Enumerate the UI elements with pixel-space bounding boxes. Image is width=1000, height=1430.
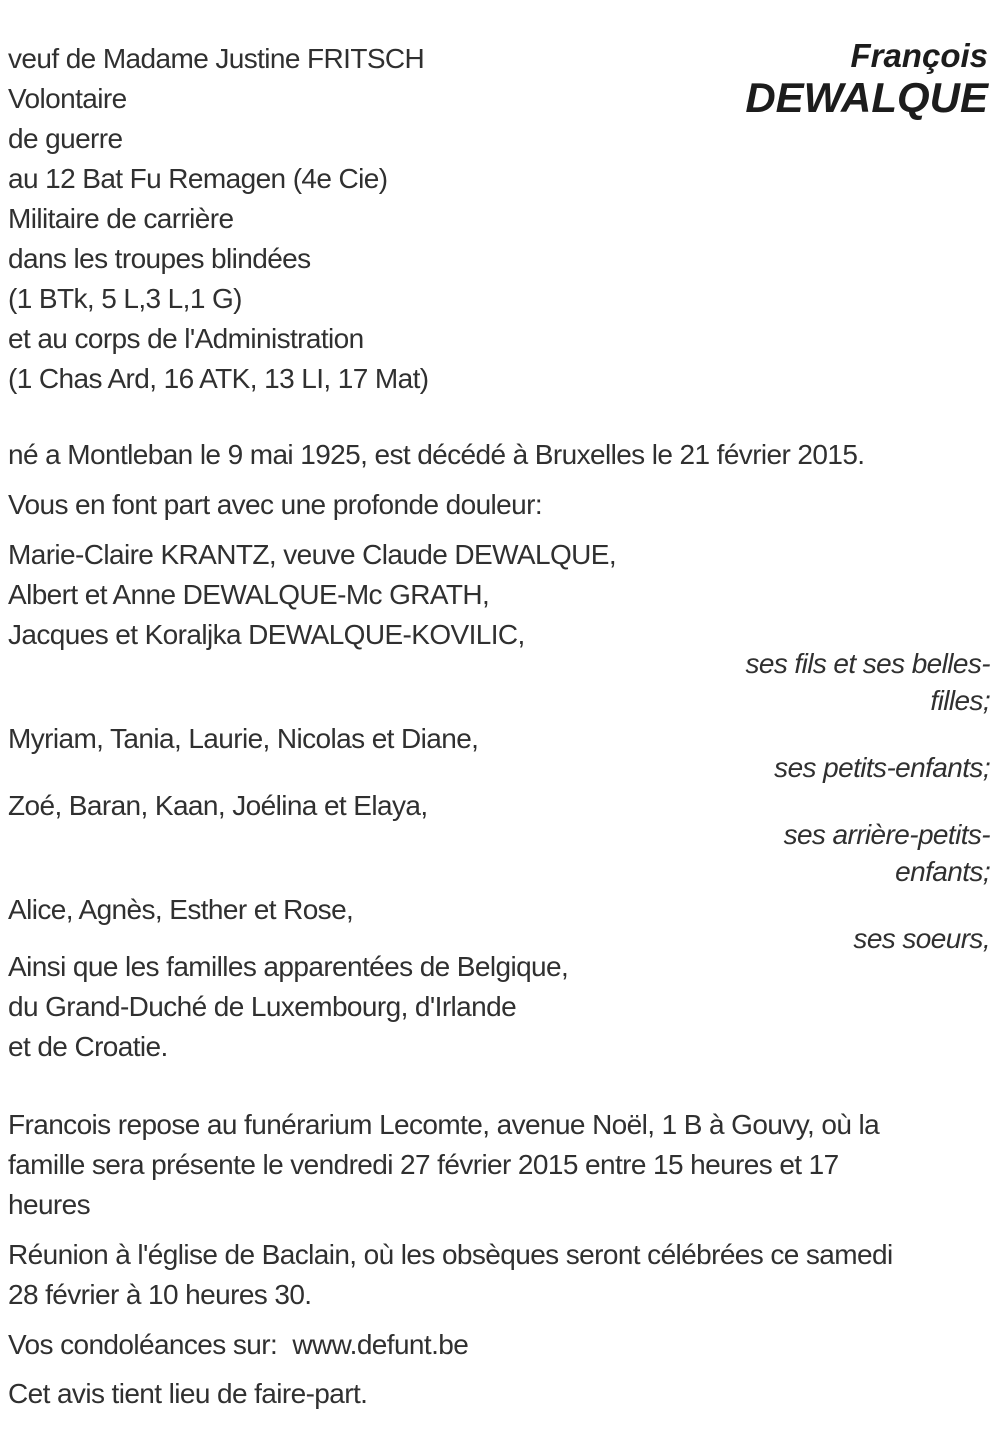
repose-line: famille sera présente le vendredi 27 février 2015 entre 15 heures et 17 [8, 1149, 839, 1180]
relation-label-line: filles; [930, 685, 990, 716]
service-paragraph [8, 1235, 990, 1315]
deceased-first-name: François [850, 37, 988, 74]
title-line: Volontaire [8, 83, 127, 114]
relation-label-line: ses fils et ses belles- [745, 648, 990, 679]
title-line: dans les troupes blindées [8, 243, 311, 274]
mourner-line: Zoé, Baran, Kaan, Joélina et Elaya, [8, 790, 428, 821]
relation-label-sons [8, 645, 990, 719]
extended-family-line: Ainsi que les familles apparentées de Belgique, [8, 951, 569, 982]
mourner-line: Alice, Agnès, Esther et Rose, [8, 894, 354, 925]
website-url: www.defunt.be [292, 1329, 469, 1360]
mourner-group-great-grandchildren [8, 786, 990, 890]
relation-label-line: ses petits-enfants; [774, 752, 990, 783]
condolences-line [8, 1325, 990, 1365]
mourner-line: Myriam, Tania, Laurie, Nicolas et Diane, [8, 723, 479, 754]
service-line: Réunion à l'église de Baclain, où les obsèques seront célébrées ce samedi [8, 1239, 893, 1270]
title-line: (1 BTk, 5 L,3 L,1 G) [8, 283, 242, 314]
relation-label-line: ses arrière-petits- [783, 819, 990, 850]
mourner-line: Marie-Claire KRANTZ, veuve Claude DEWALQUE, [8, 539, 617, 570]
birth-death-line: né a Montleban le 9 mai 1925, est décédé à Bruxelles le 21 février 2015. [8, 439, 865, 470]
title-line: (1 Chas Ard, 16 ATK, 13 LI, 17 Mat) [8, 363, 429, 394]
mourner-group-grandchildren [8, 719, 990, 786]
extended-family-line: du Grand-Duché de Luxembourg, d'Irlande [8, 991, 517, 1022]
deceased-name [745, 36, 988, 120]
relation-label-line: enfants; [895, 856, 990, 887]
notice-line: Cet avis tient lieu de faire-part. [8, 1378, 368, 1409]
family-section [8, 535, 990, 1067]
mourner-line: Albert et Anne DEWALQUE-Mc GRATH, [8, 579, 490, 610]
title-line: et au corps de l'Administration [8, 323, 364, 354]
condolences-label: Vos condoléances sur: [8, 1329, 278, 1360]
title-line: de guerre [8, 123, 123, 154]
relation-label-line: ses soeurs, [853, 923, 990, 954]
repose-line: heures [8, 1189, 91, 1220]
repose-line: Francois repose au funérarium Lecomte, avenue Noël, 1 B à Gouvy, où la [8, 1109, 880, 1140]
repose-paragraph [8, 1105, 990, 1225]
title-line: au 12 Bat Fu Remagen (4e Cie) [8, 163, 388, 194]
relation-label-great-grandchildren [8, 816, 990, 890]
extended-family-line: et de Croatie. [8, 1031, 168, 1062]
extended-family-block [8, 947, 990, 1067]
title-line: veuf de Madame Justine FRITSCH [8, 43, 425, 74]
deceased-last-name: DEWALQUE [745, 74, 988, 121]
mourner-group-sons [8, 535, 990, 719]
mourner-line: Jacques et Koraljka DEWALQUE-KOVILIC, [8, 619, 525, 650]
intro-line: Vous en font part avec une profonde douleur: [8, 489, 543, 520]
service-line: 28 février à 10 heures 30. [8, 1279, 312, 1310]
title-line: Militaire de carrière [8, 203, 234, 234]
